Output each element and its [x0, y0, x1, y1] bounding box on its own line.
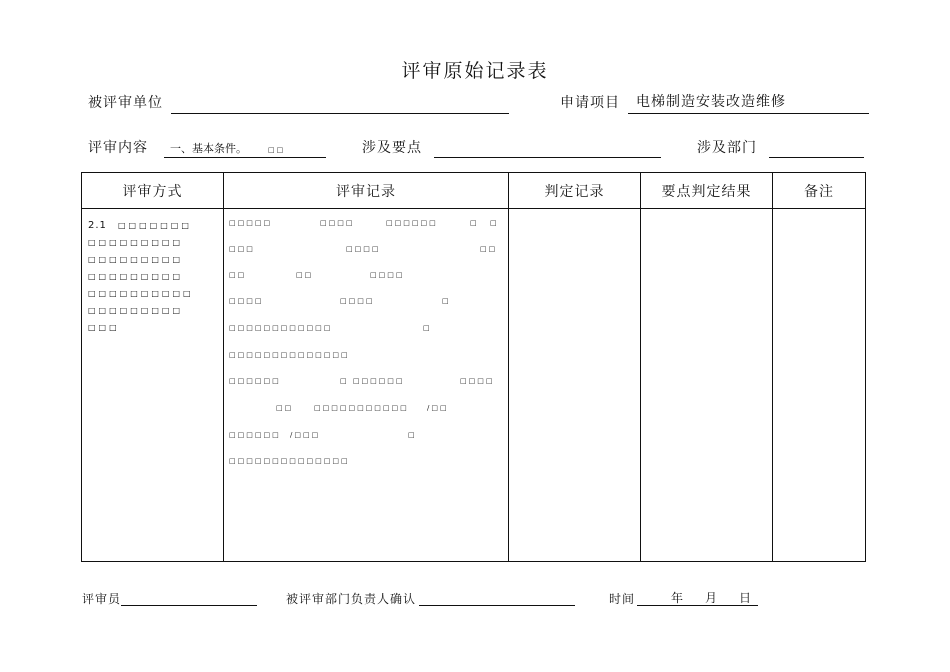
department-field[interactable] — [769, 157, 864, 158]
method-line: □□□□□□□□□□ — [88, 289, 194, 298]
column-header-method: 评审方式 — [82, 173, 224, 209]
record-text: □□□□ — [320, 219, 355, 227]
department-label: 涉及部门 — [697, 140, 757, 156]
review-content-field[interactable] — [164, 142, 326, 158]
method-line: □□□□□□□□□ — [88, 306, 184, 315]
record-text: □□□□□□ — [386, 219, 438, 227]
dept-head-confirm-label: 被评审部门负责人确认 — [286, 592, 417, 606]
judgement-record-cell[interactable] — [509, 209, 641, 562]
record-text: □□□□□□□□□□□□□□ — [229, 351, 350, 359]
table-header-row — [82, 173, 866, 209]
reviewer-label: 评审员 — [82, 592, 122, 606]
page-title: 评审原始记录表 — [401, 60, 549, 82]
project-value: 电梯制造安装改造维修 — [636, 94, 786, 110]
record-text: □□ — [296, 271, 314, 279]
record-text: □□□□ — [460, 377, 495, 385]
column-header-result: 要点判定结果 — [641, 173, 773, 209]
method-line: □□□□□□□□□ — [88, 272, 184, 281]
review-record-cell[interactable] — [224, 209, 509, 562]
review-record-table — [81, 172, 866, 562]
clause-text: □□□□□□□ — [118, 221, 192, 230]
reviewed-unit-label: 被评审单位 — [88, 95, 163, 111]
reviewed-unit-field[interactable] — [171, 113, 509, 114]
record-text: □□□□□□ — [229, 377, 281, 385]
year-label: 年 — [671, 591, 685, 605]
record-text: /□□ — [427, 404, 449, 412]
record-text: /□□□ — [290, 431, 321, 439]
record-text: □ — [408, 431, 417, 439]
record-text: □□ — [480, 245, 498, 253]
column-header-remarks: 备注 — [773, 173, 866, 209]
project-label: 申请项目 — [560, 95, 620, 111]
record-text: □ — [423, 324, 432, 332]
record-text: □□□□ — [229, 297, 264, 305]
dept-head-signature-field[interactable] — [419, 605, 575, 606]
method-line: □□□□□□□□□ — [88, 255, 184, 264]
time-label: 时间 — [609, 592, 636, 606]
table-row — [82, 209, 866, 562]
record-text: □□□□ — [340, 297, 375, 305]
clause-number: 2.1 — [88, 220, 107, 231]
review-method-cell[interactable] — [82, 209, 224, 562]
review-content-value-small: □□ — [268, 146, 286, 154]
record-text: □□□□□□ — [229, 431, 281, 439]
record-text: □ — [442, 297, 451, 305]
record-text: □□□□□□□□□□□□ — [229, 324, 333, 332]
record-text: □□ — [276, 404, 294, 412]
day-label: 日 — [739, 591, 753, 605]
record-text: □□□□□ — [229, 219, 273, 227]
record-text: □ — [470, 219, 479, 227]
project-field[interactable] — [628, 94, 869, 114]
record-text: □ — [490, 219, 499, 227]
method-line: □□□ — [88, 323, 120, 332]
column-header-record: 评审记录 — [224, 173, 509, 209]
review-content-value: 一、基本条件。 — [170, 142, 247, 155]
record-text: □□□ — [229, 245, 255, 253]
points-field[interactable] — [434, 157, 661, 158]
review-content-label: 评审内容 — [88, 140, 148, 156]
record-text: □ □□□□□□ — [340, 377, 405, 385]
record-text: □□□□□□□□□□□□□□ — [229, 457, 350, 465]
point-result-cell[interactable] — [641, 209, 773, 562]
points-label: 涉及要点 — [362, 140, 422, 156]
month-label: 月 — [705, 591, 719, 605]
column-header-judgement: 判定记录 — [509, 173, 641, 209]
date-field[interactable] — [637, 591, 758, 606]
method-line: □□□□□□□□□ — [88, 238, 184, 247]
reviewer-signature-field[interactable] — [121, 605, 257, 606]
record-text: □□□□ — [346, 245, 381, 253]
record-text: □□□□ — [370, 271, 405, 279]
record-text: □□ — [229, 271, 247, 279]
record-text: □□□□□□□□□□□ — [314, 404, 409, 412]
remarks-cell[interactable] — [773, 209, 866, 562]
